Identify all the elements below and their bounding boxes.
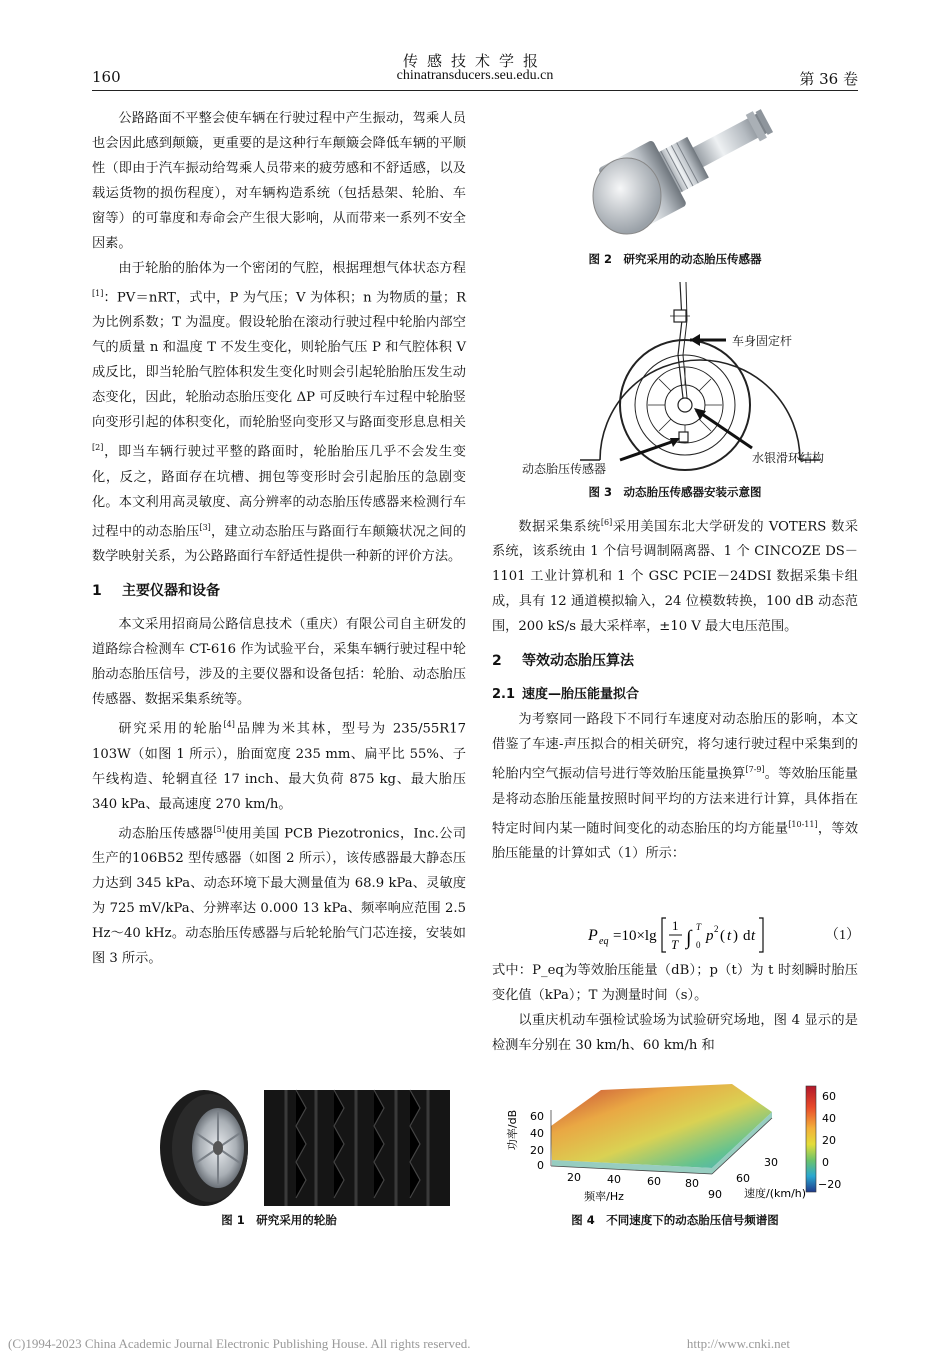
z-tick: 40	[530, 1127, 544, 1140]
citation[interactable]: [3]	[199, 522, 211, 532]
paragraph: 为考察同一路段下不同行车速度对动态胎压的影响，本文借鉴了车速-声压拟合的相关研究，将匀速行驶过程中采集到的轮胎内空气振动信号进行等效胎压能量换算[7-9]。等效胎压能量是将动态胎压能量按照时间平均的方法来进行计算，具体指在特定时间内某一随时间变化的动态胎压的均方能量[10-11]，等效胎压能量的计算如式（1）所示：	[492, 712, 859, 862]
z-tick: 60	[530, 1110, 544, 1123]
left-column	[92, 106, 466, 971]
svg-text:=10×lg: =10×lg	[613, 928, 657, 944]
citation[interactable]: [2]	[92, 443, 104, 453]
subsection-heading: 2.1 速度—胎压能量拟合	[492, 687, 640, 703]
equation-1	[500, 912, 860, 956]
fig3-label-sensor: 动态胎压传感器	[522, 462, 607, 476]
paragraph: 公路路面不平整会使车辆在行驶过程中产生振动，驾乘人员也会因此感到颠簸，更重要的是这种行车颠簸会降低车辆的平顺性（即由于汽车振动给驾乘人员带来的疲劳感和不舒适感，以及载运货物的损伤程度），对车辆构造系统（包括悬架、轮胎、车窗等）的可靠度和寿命会产生很大影响，从而带来一系列不安全因素。	[92, 111, 466, 251]
figure-3-diagram	[520, 280, 858, 476]
svg-text:P: P	[588, 927, 598, 944]
x-tick: 40	[607, 1173, 621, 1186]
fig4-colorbar	[806, 1086, 816, 1192]
svg-text:t: t	[751, 928, 756, 944]
fig4-colorbar-ticks	[818, 1090, 841, 1191]
svg-text:1: 1	[672, 918, 679, 933]
fig4-x-ticks	[567, 1171, 699, 1190]
section-heading: 2 等效动态胎压算法	[492, 653, 634, 670]
figure-2-image	[565, 100, 795, 240]
paragraph: 式中：P_eq为等效胎压能量（dB）；p（t）为 t 时刻瞬时胎压变化值（kPa）；T 为测量时间（s）。	[492, 963, 858, 1003]
svg-text:p: p	[706, 928, 714, 944]
right-column-top	[492, 510, 858, 866]
x-tick: 60	[647, 1175, 661, 1188]
citation[interactable]: [7-9]	[745, 765, 765, 775]
paragraph: 本文采用招商局公路信息技术（重庆）有限公司自主研发的道路综合检测车 CT-616 作为试验平台，采集车辆行驶过程中轮胎动态胎压信号，涉及的主要仪器和设备包括：轮胎、动态胎压传感器、数据采集系统等。	[92, 617, 466, 708]
svg-text:d: d	[743, 928, 751, 944]
volume-label: 第 36 卷	[799, 70, 858, 88]
svg-text:2: 2	[714, 924, 719, 934]
fig4-z-ticks	[530, 1110, 544, 1172]
svg-text:T: T	[696, 922, 702, 932]
equation-number: （1）	[825, 928, 860, 943]
citation[interactable]: [4]	[223, 720, 235, 730]
figure-1-image	[156, 1088, 452, 1208]
svg-text:0: 0	[696, 940, 701, 950]
paragraph: 以重庆机动车强检试验场为试验研究场地，图 4 显示的是检测车分别在 30 km/h、60 km/h 和	[492, 1013, 858, 1053]
fig4-ylabel: 速度/(km/h)	[744, 1187, 807, 1200]
svg-text:T: T	[671, 937, 679, 952]
citation[interactable]: [5]	[213, 824, 225, 834]
x-tick: 20	[567, 1171, 581, 1184]
colorbar-tick: 20	[822, 1134, 836, 1147]
paragraph: 研究采用的轮胎[4]品牌为米其林，型号为 235/55R17 103W（如图 1 所示），胎面宽度 235 mm、扁平比 55%、子午线构造、轮辋直径 17 inch、最大负荷 875 kg、最大胎压 340 kPa、最高速度 270 km/h。	[92, 720, 467, 812]
colorbar-tick: 0	[822, 1156, 829, 1169]
fig3-label-rod: 车身固定杆	[732, 334, 793, 348]
figure-3-caption: 图 3 动态胎压传感器安装示意图	[588, 485, 762, 499]
figure-1-caption: 图 1 研究采用的轮胎	[221, 1213, 337, 1227]
z-tick: 20	[530, 1144, 544, 1157]
section-heading: 1 主要仪器和设备	[92, 583, 220, 600]
svg-text:): )	[733, 928, 738, 944]
header-rule	[92, 90, 858, 91]
paragraph: 动态胎压传感器[5]使用美国 PCB Piezotronics，Inc.公司生产的106B52 型传感器（如图 2 所示），该传感器最大静态压力达到 345 kPa、动态环境下最大测量值为 68.9 kPa、灵敏度为 725 mV/kPa、分辨率达 0.000 13 kPa、频率响应范围 2.5 Hz～40 kHz。动态胎压传感器与后轮轮胎气门芯连接，安装如图 3 所示。	[92, 824, 467, 966]
fig3-label-ring: 水银滑环结构	[752, 451, 825, 465]
fig4-xlabel: 频率/Hz	[584, 1190, 624, 1203]
colorbar-tick: 60	[822, 1090, 836, 1103]
citation[interactable]: [10-11]	[788, 819, 818, 829]
figure-4-chart	[496, 1082, 858, 1208]
svg-text:t: t	[727, 928, 732, 944]
cnki-link[interactable]: http://www.cnki.net	[686, 1336, 790, 1351]
journal-url[interactable]: chinatransducers.seu.edu.cn	[396, 68, 554, 83]
journal-title: 传感技术学报	[402, 52, 547, 70]
citation[interactable]: [6]	[600, 518, 613, 527]
colorbar-tick: 40	[822, 1112, 836, 1125]
y-tick: 60	[736, 1172, 750, 1185]
figure-2-caption: 图 2 研究采用的动态胎压传感器	[588, 252, 762, 266]
paragraph: 由于轮胎的胎体为一个密闭的气腔，根据理想气体状态方程[1]：PV＝nRT，式中，P 为气压；V 为体积；n 为物质的量；R 为比例系数；T 为温度。假设轮胎在滚动行驶过程中轮胎内部空气的质量 n 和温度 T 不发生变化，则轮胎气压 P 和气腔体积 V 成反比，即当轮胎气腔体积发生变化时则会引起轮胎胎压发生动态变化，因此，轮胎动态胎压变化 ΔP 可反映行车过程中轮胎竖向变形引起的体积变化，而轮胎竖向变形又与路面变形息息相关[2]，即当车辆行驶过平整的路面时，轮胎胎压几乎不会发生变化，反之，路面存在坑槽、拥包等变形时会引起胎压的急剧变化。本文利用高灵敏度、高分辨率的动态胎压传感器来检测行车过程中的动态胎压[3]，建立动态胎压与路面行车颠簸状况之间的数学映射关系，为公路路面行车舒适性提供一种新的评价方法。	[92, 261, 466, 565]
copyright-notice: (C)1994-2023 China Academic Journal Electronic Publishing House. All rights reserved.	[8, 1336, 471, 1351]
z-tick: 0	[537, 1159, 544, 1172]
page-number: 160	[92, 68, 121, 86]
svg-text:∫: ∫	[686, 927, 692, 949]
citation[interactable]: [1]	[92, 289, 104, 298]
y-tick: 30	[764, 1156, 778, 1169]
figure-4-caption: 图 4 不同速度下的动态胎压信号频谱图	[571, 1213, 779, 1227]
y-tick: 90	[708, 1188, 722, 1201]
fig4-zlabel: 功率/dB	[506, 1109, 519, 1151]
svg-text:eq: eq	[599, 936, 609, 947]
colorbar-tick: −20	[818, 1178, 842, 1191]
right-column-bottom	[492, 958, 858, 1058]
svg-text:(: (	[720, 928, 725, 944]
x-tick: 80	[685, 1177, 699, 1190]
paragraph: 数据采集系统[6]采用美国东北大学研发的 VOTERS 数采系统，该系统由 1 个信号调制隔离器、1 个 CINCOZE DS－1101 工业计算机和 1 个 GSC PCIE－24DSI 数据采集卡组成，具有 12 通道模拟输入，24 位模数转换，100 dB 动态范围，200 kS/s 最大采样率，±10 V 最大电压范围。	[492, 518, 859, 635]
